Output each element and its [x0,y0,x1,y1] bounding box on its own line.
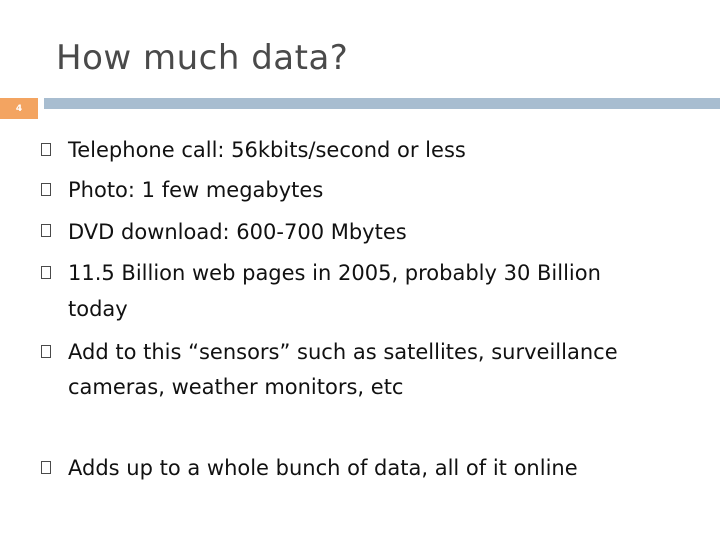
bullet-text: Photo: 1 few megabytes [68,178,324,202]
bullet-text: DVD download: 600-700 Mbytes [68,220,407,244]
slide-title: How much data? [56,38,349,78]
bullet-text: Adds up to a whole bunch of data, all of it online [68,456,578,480]
checkbox-bullet-icon [41,224,51,237]
title-divider [44,98,720,109]
checkbox-bullet-icon [41,266,51,279]
checkbox-bullet-icon [41,143,51,156]
checkbox-bullet-icon [41,183,51,196]
bullet-text-continuation: today [68,297,128,321]
bullet-text-continuation: cameras, weather monitors, etc [68,375,404,399]
checkbox-bullet-icon [41,461,51,474]
bullet-text: 11.5 Billion web pages in 2005, probably 30 Billion [68,261,601,285]
bullet-text: Add to this “sensors” such as satellites, surveillance [68,340,618,364]
slide-number: 4 [0,98,38,119]
bullet-text: Telephone call: 56kbits/second or less [68,138,466,162]
checkbox-bullet-icon [41,345,51,358]
